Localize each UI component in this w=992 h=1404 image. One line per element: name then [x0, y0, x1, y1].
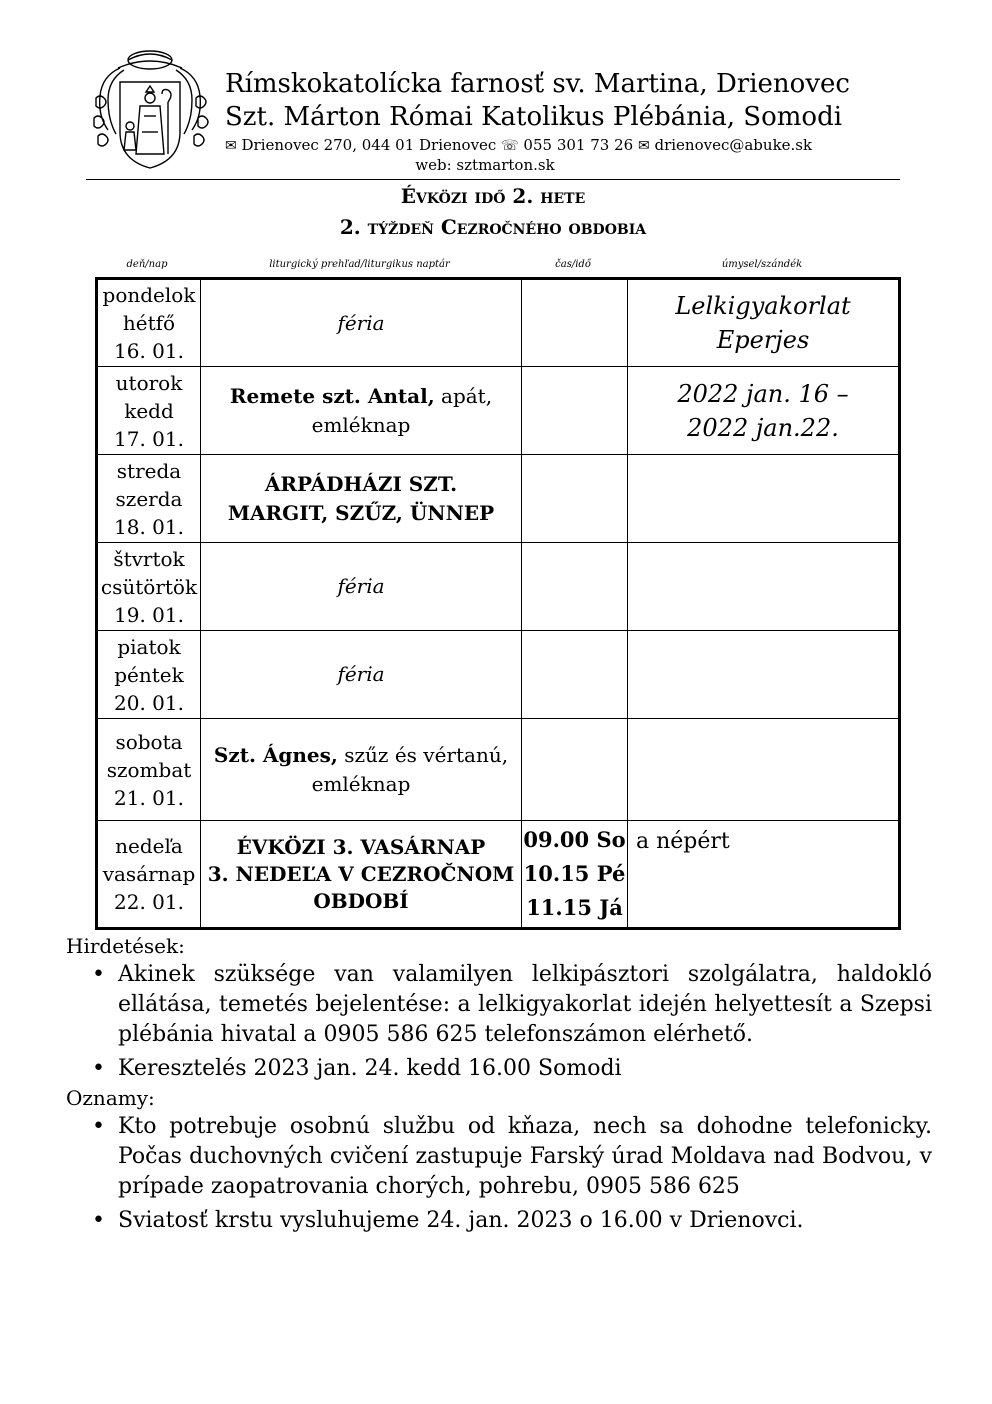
- day-sk: pondelok: [102, 283, 196, 307]
- envelope-icon: ✉: [225, 138, 237, 154]
- liturgy-cell: [201, 367, 522, 455]
- time-cell: [522, 367, 628, 455]
- intent-text: Lelkigyakorlat: [675, 292, 851, 320]
- time-cell: [522, 631, 628, 719]
- header-divider: [86, 179, 900, 180]
- day-cell: [97, 719, 201, 821]
- intent-cell: [628, 367, 900, 455]
- day-cell: [97, 631, 201, 719]
- day-sk: piatok: [117, 634, 181, 659]
- date: 22. 01.: [114, 890, 184, 914]
- day-hu: péntek: [114, 662, 184, 687]
- day-hu: szerda: [115, 486, 183, 511]
- liturgy-cell: [201, 455, 522, 543]
- table-row: [97, 631, 900, 719]
- email[interactable]: drienovec@abuke.sk: [654, 136, 813, 154]
- liturgy-cell: [201, 543, 522, 631]
- table-row: [97, 719, 900, 821]
- intent-cell: [628, 543, 900, 631]
- day-sk: sobota: [115, 729, 183, 754]
- list-item-text: Keresztelés 2023 jan. 24. kedd 16.00 Somodi: [118, 1056, 622, 1081]
- intent-cell: [628, 631, 900, 719]
- parish-header: [225, 68, 905, 174]
- page-title-hu: Évközi idő 2. hete: [400, 184, 586, 208]
- day-cell: [97, 367, 201, 455]
- time-cell: [522, 455, 628, 543]
- liturgy-text: féria: [337, 662, 385, 686]
- time-cell: [522, 279, 628, 367]
- list-item: [92, 1054, 932, 1084]
- table-row: [97, 543, 900, 631]
- day-hu: hétfő: [122, 311, 176, 335]
- parish-coat-of-arms-logo: [88, 46, 212, 172]
- list-item-text: Akinek szüksége van valamilyen lelkipásztori szolgálatra, haldokló ellátása, temetés bejelentése: a lelkigyakorlat idején helyettesít a Szepsi plébánia hivatal a 0905 586 625 telefonszámon elérhető.: [118, 962, 932, 1047]
- column-header-intent: úmysel/szándék: [721, 259, 803, 270]
- list-item: [92, 960, 932, 1050]
- liturgy-type: emléknap: [311, 412, 411, 437]
- parish-name-hu: Szt. Márton Római Katolikus Plébánia, Somodi: [225, 102, 843, 132]
- time-cell: [522, 821, 628, 929]
- bullet-icon: •: [92, 1056, 105, 1081]
- day-hu: kedd: [124, 398, 174, 423]
- table-row: [97, 279, 900, 367]
- mass-time: 09.00 So: [523, 827, 626, 852]
- table-row: [97, 821, 900, 929]
- table-row: [97, 367, 900, 455]
- date: 20. 01.: [114, 690, 184, 715]
- liturgy-saint: Remete szt. Antal,: [229, 383, 435, 408]
- day-hu: vasárnap: [102, 862, 196, 886]
- date: 18. 01.: [114, 514, 184, 539]
- intent-cell: [628, 455, 900, 543]
- day-cell: [97, 279, 201, 367]
- day-cell: [97, 455, 201, 543]
- email-icon: ✉: [637, 138, 650, 154]
- liturgy-rank: apát,: [434, 383, 493, 408]
- intent-text: a népért: [636, 829, 730, 854]
- announcements-list-hu: [66, 960, 932, 1084]
- day-hu: csütörtök: [100, 574, 198, 599]
- day-cell: [97, 821, 201, 929]
- liturgy-feast: OBDOBÍ: [313, 888, 409, 913]
- bullet-icon: •: [92, 1208, 105, 1233]
- weekly-schedule-table: [95, 277, 901, 930]
- day-sk: štvrtok: [113, 546, 185, 571]
- parish-name-sk: Rímskokatolícka farnosť sv. Martina, Drienovec: [225, 69, 850, 99]
- day-sk: nedeľa: [115, 834, 183, 858]
- liturgy-feast: ÁRPÁDHÁZI SZT.: [264, 471, 458, 496]
- bullet-icon: •: [92, 1114, 105, 1139]
- liturgy-rank: szűz és vértanú,: [337, 742, 509, 767]
- column-header-time: čas/idő: [555, 259, 591, 270]
- day-hu: szombat: [106, 757, 192, 782]
- list-item: [92, 1206, 932, 1236]
- liturgy-type: emléknap: [311, 771, 411, 796]
- phone-icon: ☏: [501, 138, 519, 154]
- liturgy-feast: MARGIT, SZŰZ, ÜNNEP: [227, 500, 495, 525]
- date: 17. 01.: [114, 426, 184, 451]
- mass-time: 10.15 Pé: [523, 861, 626, 886]
- intent-text: Eperjes: [716, 326, 810, 354]
- announcements-heading-sk: Oznamy:: [66, 1086, 155, 1110]
- liturgy-cell: [201, 631, 522, 719]
- phone[interactable]: 055 301 73 26: [523, 136, 634, 154]
- list-item-text: Kto potrebuje osobnú službu od kňaza, nech sa dohodne telefonicky. Počas duchovných cvičení zastupuje Farský úrad Moldava nad Bodvou, v prípade zaopatrovania chorých, pohrebu, 0905 586 625: [118, 1114, 932, 1199]
- intent-cell: [628, 821, 900, 929]
- liturgy-cell: [201, 821, 522, 929]
- page-title-sk: 2. týždeň Cezročného obdobia: [339, 215, 647, 239]
- intent-text: 2022 jan. 16 –: [677, 379, 849, 408]
- liturgy-feast: 3. NEDEĽA V CEZROČNOM: [207, 861, 515, 886]
- intent-text: 2022 jan.22.: [687, 413, 839, 442]
- liturgy-text: féria: [337, 574, 385, 598]
- day-sk: utorok: [115, 370, 183, 395]
- intent-cell: [628, 719, 900, 821]
- announcements: [66, 932, 932, 1236]
- list-item-text: Sviatosť krstu vysluhujeme 24. jan. 2023 o 16.00 v Drienovci.: [118, 1208, 804, 1233]
- column-header-day: deň/nap: [126, 259, 168, 270]
- liturgy-saint: Szt. Ágnes,: [213, 742, 338, 767]
- date: 16. 01.: [114, 339, 184, 363]
- day-cell: [97, 543, 201, 631]
- time-cell: [522, 719, 628, 821]
- website[interactable]: web: sztmarton.sk: [415, 156, 555, 174]
- date: 19. 01.: [114, 602, 184, 627]
- announcements-heading-hu: Hirdetések:: [66, 934, 185, 958]
- liturgy-feast: ÉVKÖZI 3. VASÁRNAP: [236, 834, 486, 859]
- contact-line: [225, 136, 905, 156]
- liturgy-cell: [201, 719, 522, 821]
- mass-time: 11.15 Já: [526, 895, 623, 920]
- column-header-liturgy: liturgický prehľad/liturgikus naptár: [269, 259, 450, 270]
- time-cell: [522, 543, 628, 631]
- table-row: [97, 455, 900, 543]
- liturgy-text: féria: [337, 310, 385, 335]
- announcements-list-sk: [66, 1112, 932, 1236]
- list-item: [92, 1112, 932, 1202]
- address: Drienovec 270, 044 01 Drienovec: [241, 136, 497, 154]
- bullet-icon: •: [92, 962, 105, 987]
- day-sk: streda: [116, 458, 182, 483]
- liturgy-cell: [201, 279, 522, 367]
- intent-cell: [628, 279, 900, 367]
- date: 21. 01.: [114, 785, 184, 810]
